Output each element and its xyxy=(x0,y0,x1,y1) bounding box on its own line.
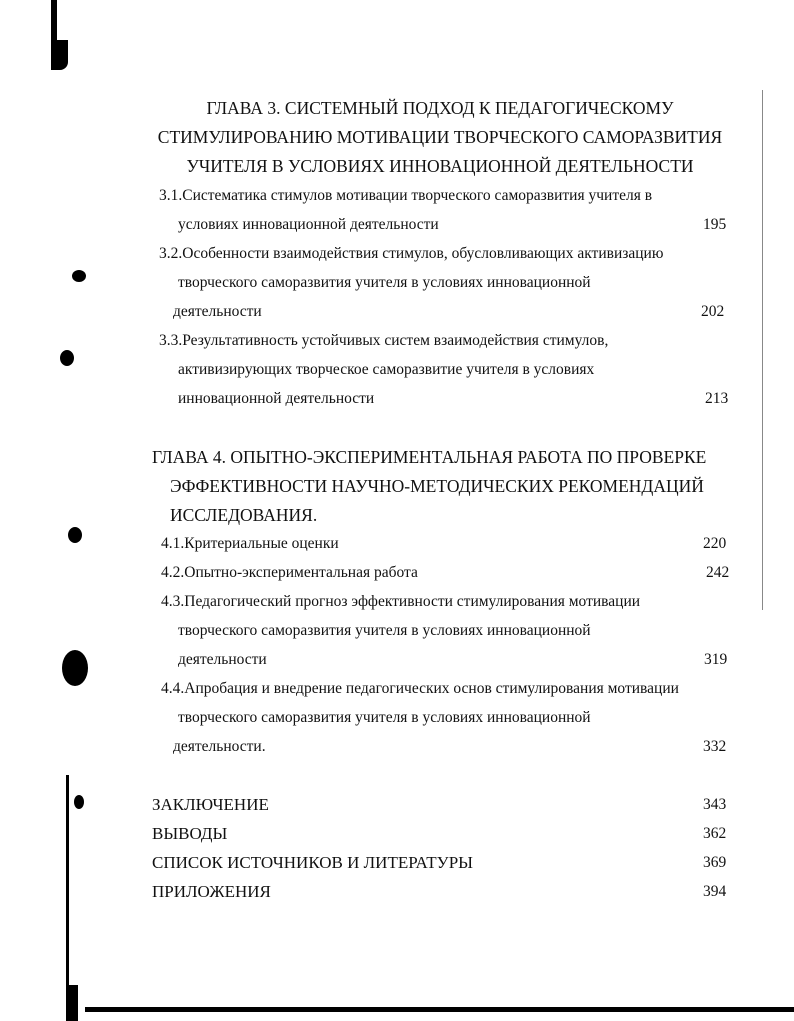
toc-entry-4-1-line-1: 4.1.Критериальные оценки xyxy=(161,535,339,552)
toc-entry-3-1-line-2: условиях инновационной деятельности xyxy=(178,216,439,233)
scan-bottom-line xyxy=(85,1007,794,1012)
toc-entry-3-1-line-1: 3.1.Систематика стимулов мотивации творческого саморазвития учителя в xyxy=(159,187,653,204)
punch-hole-mark xyxy=(62,650,88,686)
toc-entry-4-4-line-1: 4.4.Апробация и внедрение педагогических основ стимулирования мотивации xyxy=(161,680,679,697)
chapter-4-title-line-3: ИССЛЕДОВАНИЯ. xyxy=(170,505,318,525)
toc-entry-4-2-line-1: 4.2.Опытно-экспериментальная работа xyxy=(161,564,418,581)
scan-left-edge-mark xyxy=(66,985,78,1021)
toc-entry-3-3-line-1: 3.3.Результативность устойчивых систем взаимодействия стимулов, xyxy=(159,332,609,349)
punch-hole-mark xyxy=(68,527,82,543)
chapter-3-title-line-1: ГЛАВА 3. СИСТЕМНЫЙ ПОДХОД К ПЕДАГОГИЧЕСКОМУ xyxy=(206,98,674,118)
toc-entry-3-2-page: 202 xyxy=(701,303,725,320)
toc-entry-3-2-line-1: 3.2.Особенности взаимодействия стимулов, обусловливающих активизацию xyxy=(159,245,664,262)
punch-hole-mark xyxy=(60,350,74,366)
back-matter-conclusion: ЗАКЛЮЧЕНИЕ xyxy=(152,795,269,814)
toc-entry-4-4-page: 332 xyxy=(703,738,727,755)
toc-entry-4-2-page: 242 xyxy=(706,564,730,581)
toc-entry-3-3-line-2: активизирующих творческое саморазвитие учителя в условиях xyxy=(178,361,595,378)
punch-hole-mark xyxy=(72,270,86,282)
toc-entry-4-3-line-2: творческого саморазвития учителя в условиях инновационной xyxy=(178,622,591,639)
chapter-3-title-line-2: СТИМУЛИРОВАНИЮ МОТИВАЦИИ ТВОРЧЕСКОГО САМОРАЗВИТИЯ xyxy=(157,127,723,147)
back-matter-conclusion-page: 343 xyxy=(703,796,727,813)
toc-entry-3-2-line-3: деятельности xyxy=(173,303,262,320)
punch-hole-mark xyxy=(74,795,84,809)
toc-entry-3-3-page: 213 xyxy=(705,390,729,407)
back-matter-references-page: 369 xyxy=(703,854,727,871)
toc-entry-4-3-page: 319 xyxy=(704,651,728,668)
toc-entry-4-4-line-3: деятельности. xyxy=(173,738,266,755)
chapter-3-title-line-3: УЧИТЕЛЯ В УСЛОВИЯХ ИННОВАЦИОННОЙ ДЕЯТЕЛЬНОСТИ xyxy=(186,156,694,176)
toc-entry-4-3-line-1: 4.3.Педагогический прогноз эффективности стимулирования мотивации xyxy=(161,593,641,610)
toc-entry-4-4-line-2: творческого саморазвития учителя в условиях инновационной xyxy=(178,709,591,726)
toc-entry-4-1-page: 220 xyxy=(703,535,727,552)
scan-left-edge-line xyxy=(66,775,69,985)
back-matter-findings-page: 362 xyxy=(703,825,727,842)
toc-entry-4-3-line-3: деятельности xyxy=(178,651,267,668)
chapter-4-title-line-2: ЭФФЕКТИВНОСТИ НАУЧНО-МЕТОДИЧЕСКИХ РЕКОМЕНДАЦИЙ xyxy=(170,476,704,496)
scan-left-edge-mark xyxy=(54,40,68,70)
toc-entry-3-1-page: 195 xyxy=(703,216,727,233)
toc-entry-3-3-line-3: инновационной деятельности xyxy=(178,390,375,407)
back-matter-findings: ВЫВОДЫ xyxy=(152,824,228,843)
back-matter-appendices-page: 394 xyxy=(703,883,727,900)
toc-entry-3-2-line-2: творческого саморазвития учителя в условиях инновационной xyxy=(178,274,591,291)
chapter-4-title-line-1: ГЛАВА 4. ОПЫТНО-ЭКСПЕРИМЕНТАЛЬНАЯ РАБОТА ПО ПРОВЕРКЕ xyxy=(152,447,707,467)
back-matter-appendices: ПРИЛОЖЕНИЯ xyxy=(152,882,271,901)
back-matter-references: СПИСОК ИСТОЧНИКОВ И ЛИТЕРАТУРЫ xyxy=(152,853,473,872)
